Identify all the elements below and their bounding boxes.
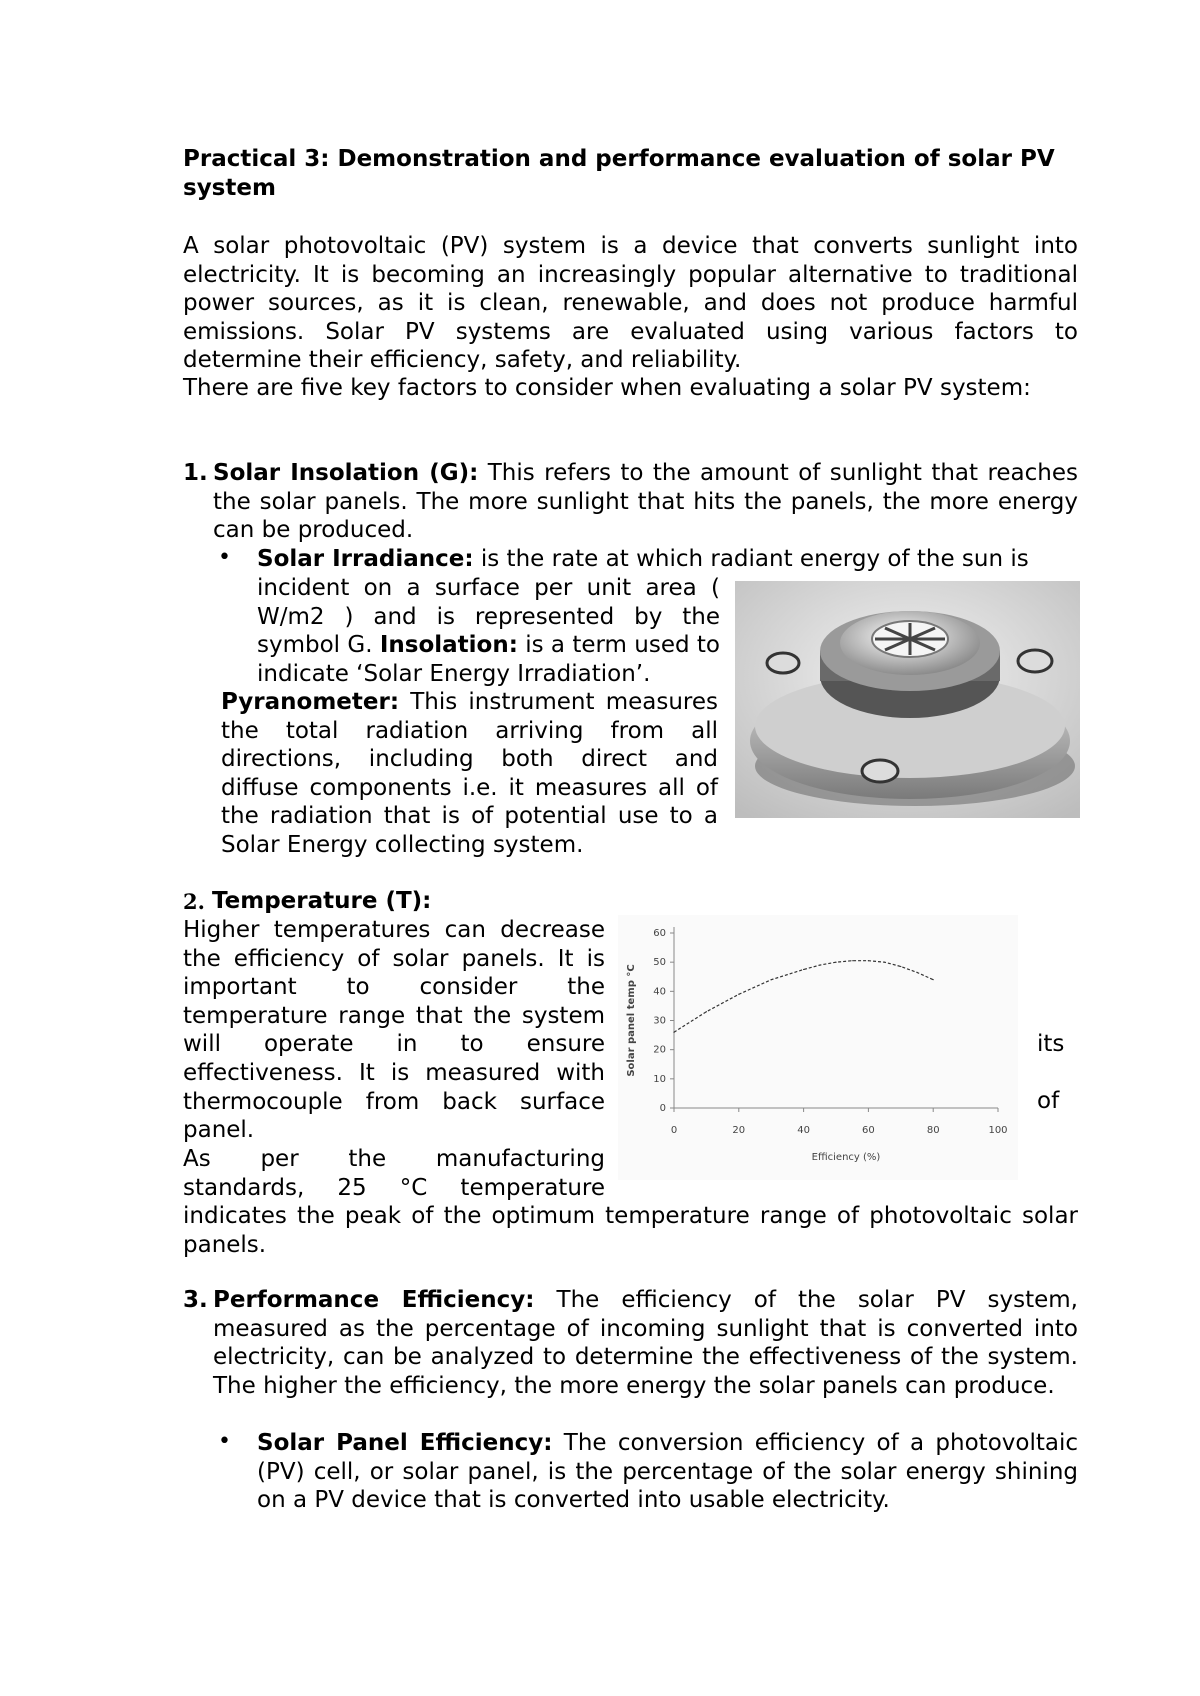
y-axis-title: Solar panel temp °C — [626, 964, 637, 1077]
pyranometer-paragraph — [221, 688, 718, 859]
data-point — [916, 972, 917, 973]
bullet-icon: • — [218, 545, 231, 570]
y-tick-label: 10 — [653, 1073, 666, 1085]
data-point — [706, 1011, 707, 1012]
section-3-paragraph — [213, 1286, 1078, 1400]
section-1-heading: Solar Insolation (G): — [213, 460, 479, 486]
section-2-fragment-its: its — [1037, 1031, 1065, 1057]
insolation-text: is a term used to indicate ‘Solar Energy Irradiation’. — [257, 632, 720, 687]
panel-efficiency-heading: Solar Panel Efficiency: — [257, 1430, 553, 1456]
section-3-heading: Performance Efficiency: — [213, 1287, 535, 1313]
temperature-efficiency-chart — [618, 915, 1018, 1180]
irradiance-continued — [257, 574, 720, 688]
chart-svg — [618, 915, 1018, 1180]
y-tick-label: 50 — [653, 957, 666, 969]
section-2-text-2: effectiveness. It is measured with thermocouple from back surface — [183, 1060, 605, 1115]
section-1-text: This refers to the amount of sunlight that reaches the solar panels. The more sunlight that hits the panels, the more energy can be produced. — [213, 460, 1078, 543]
section-2-text-3: panel. — [183, 1117, 255, 1143]
data-point — [771, 979, 772, 980]
section-2-fragment-of: of — [1037, 1088, 1060, 1114]
pyranometer-text: This instrument measures the total radiation arriving from all directions, including both direct and diffuse components i.e. it measures all of the radiation that is of potential use to a Solar Energy collecting system. — [221, 689, 718, 858]
pyranometer-photo — [735, 581, 1080, 818]
data-point — [900, 966, 901, 967]
data-point — [835, 962, 836, 963]
section-3-text: The efficiency of the solar PV system, measured as the percentage of incoming sunlight that is converted into electricity, can be analyzed to determine the effectiveness of the system. The higher the efficiency, the more energy the solar panels can produce. — [213, 1287, 1078, 1399]
x-tick-label: 60 — [862, 1125, 875, 1136]
section-number-3: 3. — [183, 1287, 208, 1313]
data-point — [673, 1032, 674, 1033]
data-point — [868, 960, 869, 961]
panel-efficiency-text: The conversion efficiency of a photovoltaic (PV) cell, or solar panel, is the percentage of the solar energy shining on a PV device that is converted into usable electricity. — [257, 1430, 1078, 1513]
insolation-heading: Insolation: — [379, 632, 518, 658]
x-tick-label: 100 — [988, 1125, 1008, 1136]
data-point — [738, 994, 739, 995]
irradiance-text: is the rate at which radiant energy of the sun is — [473, 546, 1029, 572]
y-tick-label: 30 — [653, 1015, 666, 1027]
x-axis-title: Efficiency (%) — [811, 1152, 881, 1163]
section-2-heading: Temperature (T): — [212, 888, 432, 914]
data-point — [884, 962, 885, 963]
y-tick-label: 40 — [653, 986, 666, 998]
y-tick-label: 20 — [653, 1044, 666, 1056]
irradiance-first-line — [257, 545, 1078, 574]
x-tick-label: 80 — [926, 1125, 940, 1136]
x-tick-label: 40 — [797, 1125, 810, 1136]
irradiance-heading: Solar Irradiance: — [257, 546, 474, 572]
y-tick-label: 0 — [659, 1103, 666, 1114]
intro-paragraph: A solar photovoltaic (PV) system is a device that converts sunlight into electricity. It is becoming an increasingly popular alternative to traditional power sources, as it is clean, renewable, and does not produce harmful emissions. Solar PV systems are evaluated using various factors to determine their efficiency, safety, and reliability. — [183, 233, 1078, 373]
section-number-1: 1. — [183, 460, 208, 486]
bullet-icon: • — [218, 1429, 231, 1454]
panel-efficiency-paragraph — [257, 1429, 1078, 1515]
data-point — [933, 979, 934, 980]
section-2-text-5: indicates the peak of the optimum temperature range of photovoltaic solar panels. — [183, 1203, 1078, 1258]
irradiance-text-rest: incident on a surface per unit area ( W/m2 ) and is represented by the symbol G. — [257, 575, 720, 658]
section-number-2: 2. — [183, 889, 205, 914]
data-point — [852, 960, 853, 961]
x-tick-label: 0 — [670, 1125, 678, 1136]
data-point — [819, 964, 820, 965]
page-title: Practical 3: Demonstration and performance evaluation of solar PV system — [183, 146, 1055, 201]
intro-paragraph-factors: There are five key factors to consider when evaluating a solar PV system: — [183, 375, 1031, 401]
data-point — [803, 969, 804, 970]
section-2-text: Higher temperatures can decrease the efficiency of solar panels. It is important to consider the temperature range that the system will operate in to ensure — [183, 917, 605, 1057]
pyranometer-heading: Pyranometer: — [221, 689, 400, 715]
section-1-paragraph — [213, 459, 1078, 545]
series-line — [674, 961, 933, 1032]
x-tick-label: 20 — [732, 1125, 746, 1136]
y-tick-label: 60 — [653, 928, 666, 939]
section-2-text-4: As per the manufacturing standards, 25 °C temperature — [183, 1146, 605, 1201]
